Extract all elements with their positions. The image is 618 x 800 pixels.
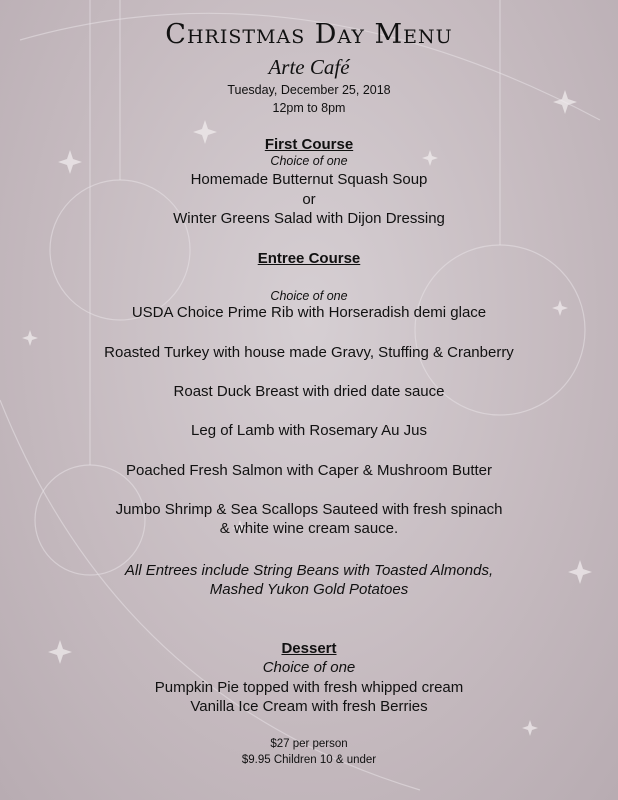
dessert-choice: Choice of one <box>262 659 356 676</box>
menu-title: Christmas Day Menu <box>165 19 453 50</box>
entree-sides: All Entrees include String Beans with Toasted Almonds, <box>124 562 494 579</box>
entree-item: Roast Duck Breast with dried date sauce <box>173 383 445 400</box>
first-course-heading: First Course <box>264 136 354 153</box>
menu-hours: 12pm to 8pm <box>272 101 346 115</box>
first-course-item: Homemade Butternut Squash Soup <box>190 171 428 188</box>
menu-date: Tuesday, December 25, 2018 <box>227 83 391 97</box>
price-child: $9.95 Children 10 & under <box>241 754 377 766</box>
first-course-choice: Choice of one <box>270 154 348 168</box>
entree-sides: Mashed Yukon Gold Potatoes <box>209 581 409 598</box>
dessert-heading: Dessert <box>281 640 337 657</box>
restaurant-name: Arte Café <box>268 55 350 79</box>
entree-item: Leg of Lamb with Rosemary Au Jus <box>191 422 427 439</box>
entree-item: Roasted Turkey with house made Gravy, Stuffing & Cranberry <box>104 344 514 361</box>
entree-course-choice: Choice of one <box>270 289 348 303</box>
dessert-item: Pumpkin Pie topped with fresh whipped cream <box>154 679 464 696</box>
price-adult: $27 per person <box>270 738 348 750</box>
dessert-item: Vanilla Ice Cream with fresh Berries <box>190 698 428 715</box>
first-course-item: Winter Greens Salad with Dijon Dressing <box>173 210 445 227</box>
first-course-or: or <box>302 191 316 208</box>
entree-item: USDA Choice Prime Rib with Horseradish demi glace <box>131 304 487 321</box>
entree-item: Poached Fresh Salmon with Caper & Mushroom Butter <box>126 462 492 479</box>
entree-item: Jumbo Shrimp & Sea Scallops Sauteed with fresh spinach <box>115 501 503 518</box>
entree-course-heading: Entree Course <box>257 250 361 267</box>
entree-item-continued: & white wine cream sauce. <box>219 520 399 537</box>
